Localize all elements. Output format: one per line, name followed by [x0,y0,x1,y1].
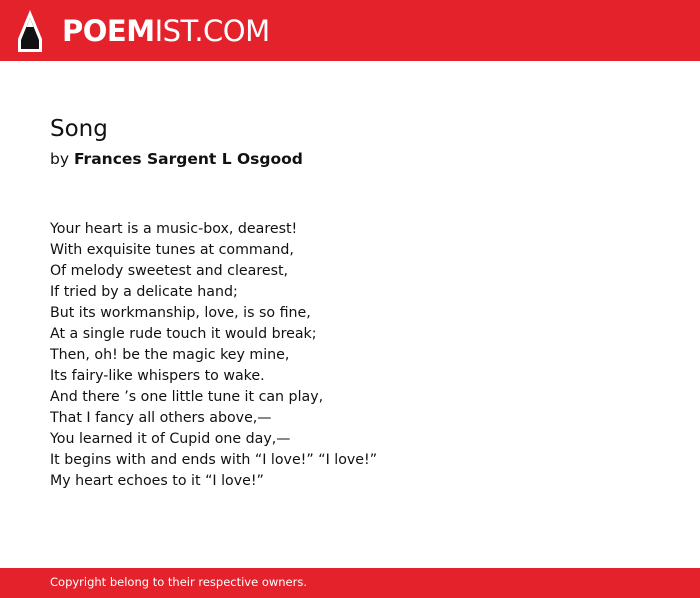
site-header [0,0,700,61]
poem-line: But its workmanship, love, is so fine, [50,305,311,321]
site-logo[interactable] [62,12,270,50]
by-label: by [50,150,70,168]
site-footer [0,568,700,598]
poem-line: That I fancy all others above,— [50,410,272,426]
poem-line: Of melody sweetest and clearest, [50,263,289,279]
poem-line: At a single rude touch it would break; [50,326,317,342]
poem-line: Your heart is a music-box, dearest! [50,221,298,237]
byline [50,149,303,169]
brand-bold-text: POEM [62,13,155,48]
poem-body [50,219,650,492]
poem-line: Its fairy-like whispers to wake. [50,368,265,384]
poem-line: You learned it of Cupid one day,— [50,431,291,447]
brand-light-text: IST.COM [154,13,270,48]
pencil-tip-icon[interactable] [16,9,44,53]
copyright-text: Copyright belong to their respective owners. [50,575,308,589]
poem-line: If tried by a delicate hand; [50,284,238,300]
poem-line: It begins with and ends with “I love!” “I love!” [50,452,378,468]
poem-line: With exquisite tunes at command, [50,242,294,258]
poem-line: Then, oh! be the magic key mine, [50,347,290,363]
author-name: Frances Sargent L Osgood [73,150,303,168]
poem-line: My heart echoes to it “I love!” [50,473,264,489]
poem-title: Song [50,116,108,142]
poem-line: And there ’s one little tune it can play, [50,389,324,405]
